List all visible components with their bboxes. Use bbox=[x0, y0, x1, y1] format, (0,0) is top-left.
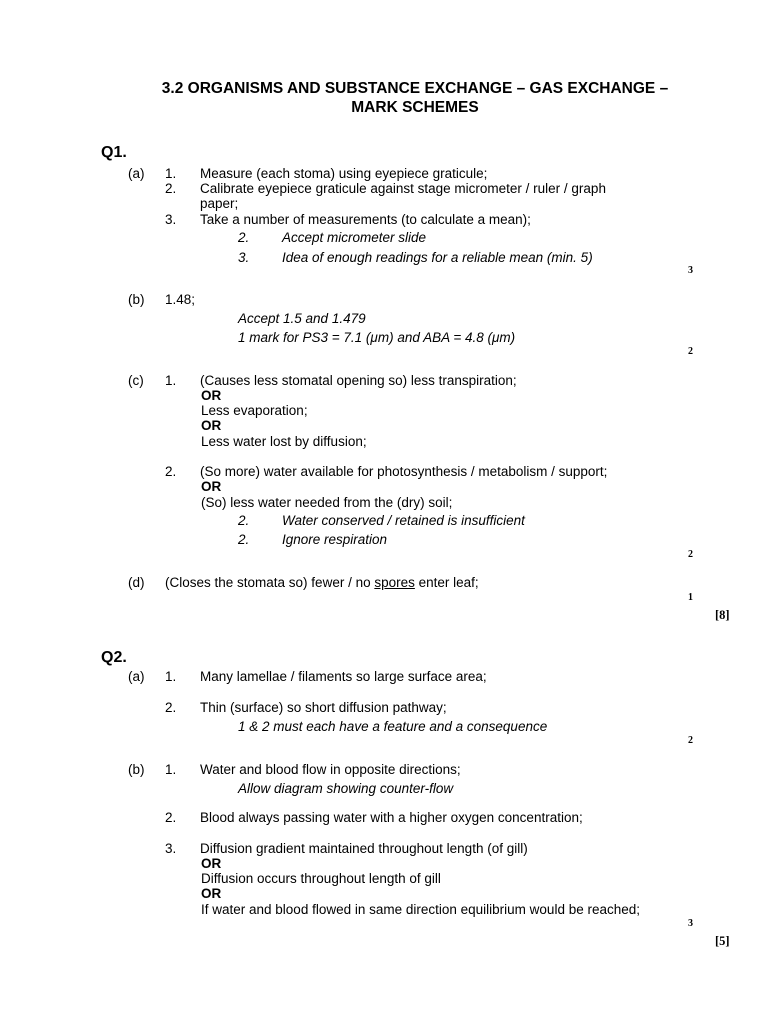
q2a-note: 1 & 2 must each have a feature and a consequence bbox=[238, 719, 548, 734]
q1d-text-after: enter leaf; bbox=[414, 575, 479, 590]
q2b-point-2-num: 2. bbox=[165, 810, 177, 825]
q1d-text-before: (Closes the stomata so) fewer / no bbox=[165, 575, 375, 590]
q1a-point-2-line2: paper; bbox=[200, 196, 239, 211]
page-title: 3.2 ORGANISMS AND SUBSTANCE EXCHANGE – GAS EXCHANGE – bbox=[161, 80, 669, 97]
q2-heading: Q2. bbox=[101, 649, 127, 666]
q1c-point-1-num: 1. bbox=[165, 373, 177, 388]
q1a-marks: 3 bbox=[688, 265, 693, 276]
q2b-or-2: OR bbox=[201, 886, 222, 901]
q1b-note-1: Accept 1.5 and 1.479 bbox=[238, 311, 366, 326]
q2b-point-2: Blood always passing water with a higher oxygen concentration; bbox=[200, 810, 583, 825]
q2b-or-1: OR bbox=[201, 856, 222, 871]
q1c-point-1: (Causes less stomatal opening so) less transpiration; bbox=[200, 373, 517, 388]
q2b-marks: 3 bbox=[688, 918, 693, 929]
q2a-point-2-num: 2. bbox=[165, 700, 177, 715]
q1a-point-2-line1: Calibrate eyepiece graticule against stage micrometer / ruler / graph bbox=[200, 181, 606, 196]
q1b-note-2: 1 mark for PS3 = 7.1 (μm) and ABA = 4.8 (μm) bbox=[238, 330, 516, 345]
q1c-note-1-num: 2. bbox=[238, 513, 250, 528]
q1a-point-3: Take a number of measurements (to calculate a mean); bbox=[200, 212, 531, 227]
q1c-label: (c) bbox=[128, 373, 144, 388]
q1a-point-1: Measure (each stoma) using eyepiece graticule; bbox=[200, 166, 488, 181]
q1c-point-2-alt: (So) less water needed from the (dry) soil; bbox=[201, 495, 453, 510]
q1d-answer bbox=[165, 575, 479, 591]
q1b-marks: 2 bbox=[688, 346, 693, 357]
q2b-note: Allow diagram showing counter-flow bbox=[238, 781, 454, 796]
q1a-note-1: Accept micrometer slide bbox=[282, 230, 427, 245]
q1c-note-2: Ignore respiration bbox=[282, 532, 388, 547]
q2b-label: (b) bbox=[128, 762, 145, 777]
q1a-point-3-num: 3. bbox=[165, 212, 177, 227]
q2b-point-3-num: 3. bbox=[165, 841, 177, 856]
q1d-label: (d) bbox=[128, 575, 145, 590]
q2b-point-1: Water and blood flow in opposite directions; bbox=[200, 762, 461, 777]
q1c-or-1: OR bbox=[201, 388, 222, 403]
q2a-point-1-num: 1. bbox=[165, 669, 177, 684]
q1b-label: (b) bbox=[128, 292, 145, 307]
page-subtitle: MARK SCHEMES bbox=[351, 99, 479, 116]
q1c-marks: 2 bbox=[688, 549, 693, 560]
q2b-point-1-num: 1. bbox=[165, 762, 177, 777]
q1a-note-2-num: 3. bbox=[238, 250, 250, 265]
q1c-note-1: Water conserved / retained is insufficient bbox=[282, 513, 525, 528]
q1a-note-2: Idea of enough readings for a reliable mean (min. 5) bbox=[282, 250, 593, 265]
q1-total-marks: [8] bbox=[715, 608, 730, 622]
q1c-point-1-alt-2: Less water lost by diffusion; bbox=[201, 434, 367, 449]
q1d-keyword-spores: spores bbox=[374, 575, 415, 590]
q1a-note-1-num: 2. bbox=[238, 230, 250, 245]
q1c-point-2: (So more) water available for photosynthesis / metabolism / support; bbox=[200, 464, 608, 479]
q1a-label: (a) bbox=[128, 166, 145, 181]
q2a-label: (a) bbox=[128, 669, 145, 684]
q2a-point-2: Thin (surface) so short diffusion pathway; bbox=[200, 700, 447, 715]
q1a-point-2-num: 2. bbox=[165, 181, 177, 196]
q2b-point-3-alt-2: If water and blood flowed in same direction equilibrium would be reached; bbox=[201, 902, 641, 917]
q1c-or-2: OR bbox=[201, 418, 222, 433]
q1c-point-2-num: 2. bbox=[165, 464, 177, 479]
q2a-point-1: Many lamellae / filaments so large surface area; bbox=[200, 669, 487, 684]
q1a-point-1-num: 1. bbox=[165, 166, 177, 181]
q1-heading: Q1. bbox=[101, 144, 127, 161]
q2a-marks: 2 bbox=[688, 735, 693, 746]
q2b-point-3: Diffusion gradient maintained throughout length (of gill) bbox=[200, 841, 528, 856]
q1d-marks: 1 bbox=[688, 592, 693, 603]
q1c-note-2-num: 2. bbox=[238, 532, 250, 547]
q2-total-marks: [5] bbox=[715, 934, 730, 948]
q1b-answer: 1.48; bbox=[165, 292, 196, 307]
q2b-point-3-alt-1: Diffusion occurs throughout length of gill bbox=[201, 871, 441, 886]
q1c-or-3: OR bbox=[201, 479, 222, 494]
q1c-point-1-alt-1: Less evaporation; bbox=[201, 403, 308, 418]
